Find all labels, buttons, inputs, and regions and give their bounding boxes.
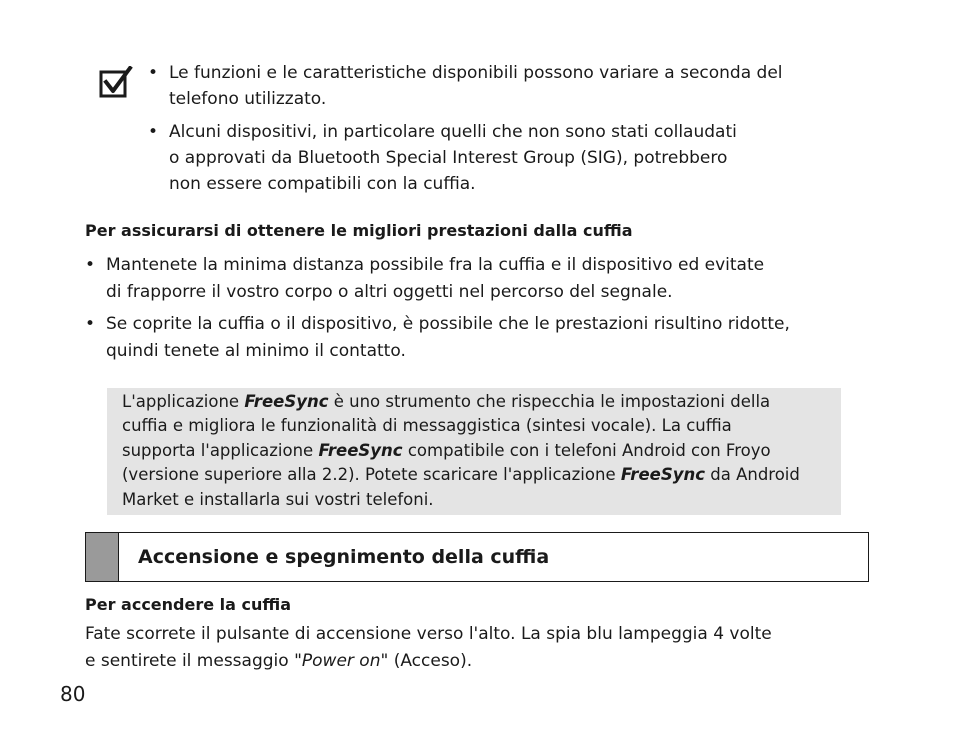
info-text: compatibile con i telefoni Android con Froyo [402,440,771,460]
chapter-title: Accensione e spegnimento della cuffia [138,546,550,568]
paragraph-line: Fate scorrete il pulsante di accensione verso l'alto. La spia blu lampeggia 4 volte [85,624,772,644]
chapter-tab-marker [86,533,119,581]
info-text: da Android [705,465,800,485]
note-item-line: non essere compatibili con la cuffia. [169,174,476,194]
app-name: FreeSync [318,440,403,460]
freesync-info-box [107,388,841,515]
info-text: (versione superiore alla 2.2). Potete scaricare l'applicazione [122,465,621,485]
performance-item-line: Se coprite la cuffia o il dispositivo, è possibile che le prestazioni risultino ridotte, [106,314,790,334]
note-item-line: Alcuni dispositivi, in particolare quelli che non sono stati collaudati [169,122,737,142]
performance-item-line: quindi tenete al minimo il contatto. [106,341,406,361]
chapter-header [85,532,869,582]
performance-heading: Per assicurarsi di ottenere le migliori prestazioni dalla cuffia [85,221,633,240]
app-name: FreeSync [244,392,329,411]
power-on-heading: Per accendere la cuffia [85,595,292,614]
note-item-line: Le funzioni e le caratteristiche disponibili possono variare a seconda del [169,63,783,83]
info-text: cuffia e migliora le funzionalità di messaggistica (sintesi vocale). La cuffia [122,416,732,436]
note-item [148,60,838,112]
note-item-line: telefono utilizzato. [169,89,327,109]
note-item [148,119,838,197]
performance-list [85,252,835,365]
info-text: L'applicazione [122,392,245,411]
info-text: è uno strumento che rispecchia le impostazioni della [328,392,771,411]
page-number: 80 [60,682,86,706]
paragraph-text: (Acceso). [388,651,473,671]
paragraph-text: e sentirete il messaggio [85,651,295,671]
note-list [148,60,838,197]
app-name: FreeSync [620,465,705,485]
performance-item [85,252,835,306]
performance-item-line: Mantenete la minima distanza possibile fra la cuffia e il dispositivo ed evitate [106,255,765,275]
voice-message: "Power on" [294,651,389,671]
info-text: supporta l'applicazione [122,440,319,460]
note-checkbox-icon [99,66,133,100]
power-on-paragraph [85,621,845,675]
performance-item [85,311,835,365]
performance-item-line: di frapporre il vostro corpo o altri oggetti nel percorso del segnale. [106,282,673,302]
note-item-line: o approvati da Bluetooth Special Interest Group (SIG), potrebbero [169,148,728,168]
info-text: Market e installarla sui vostri telefoni. [122,489,434,509]
